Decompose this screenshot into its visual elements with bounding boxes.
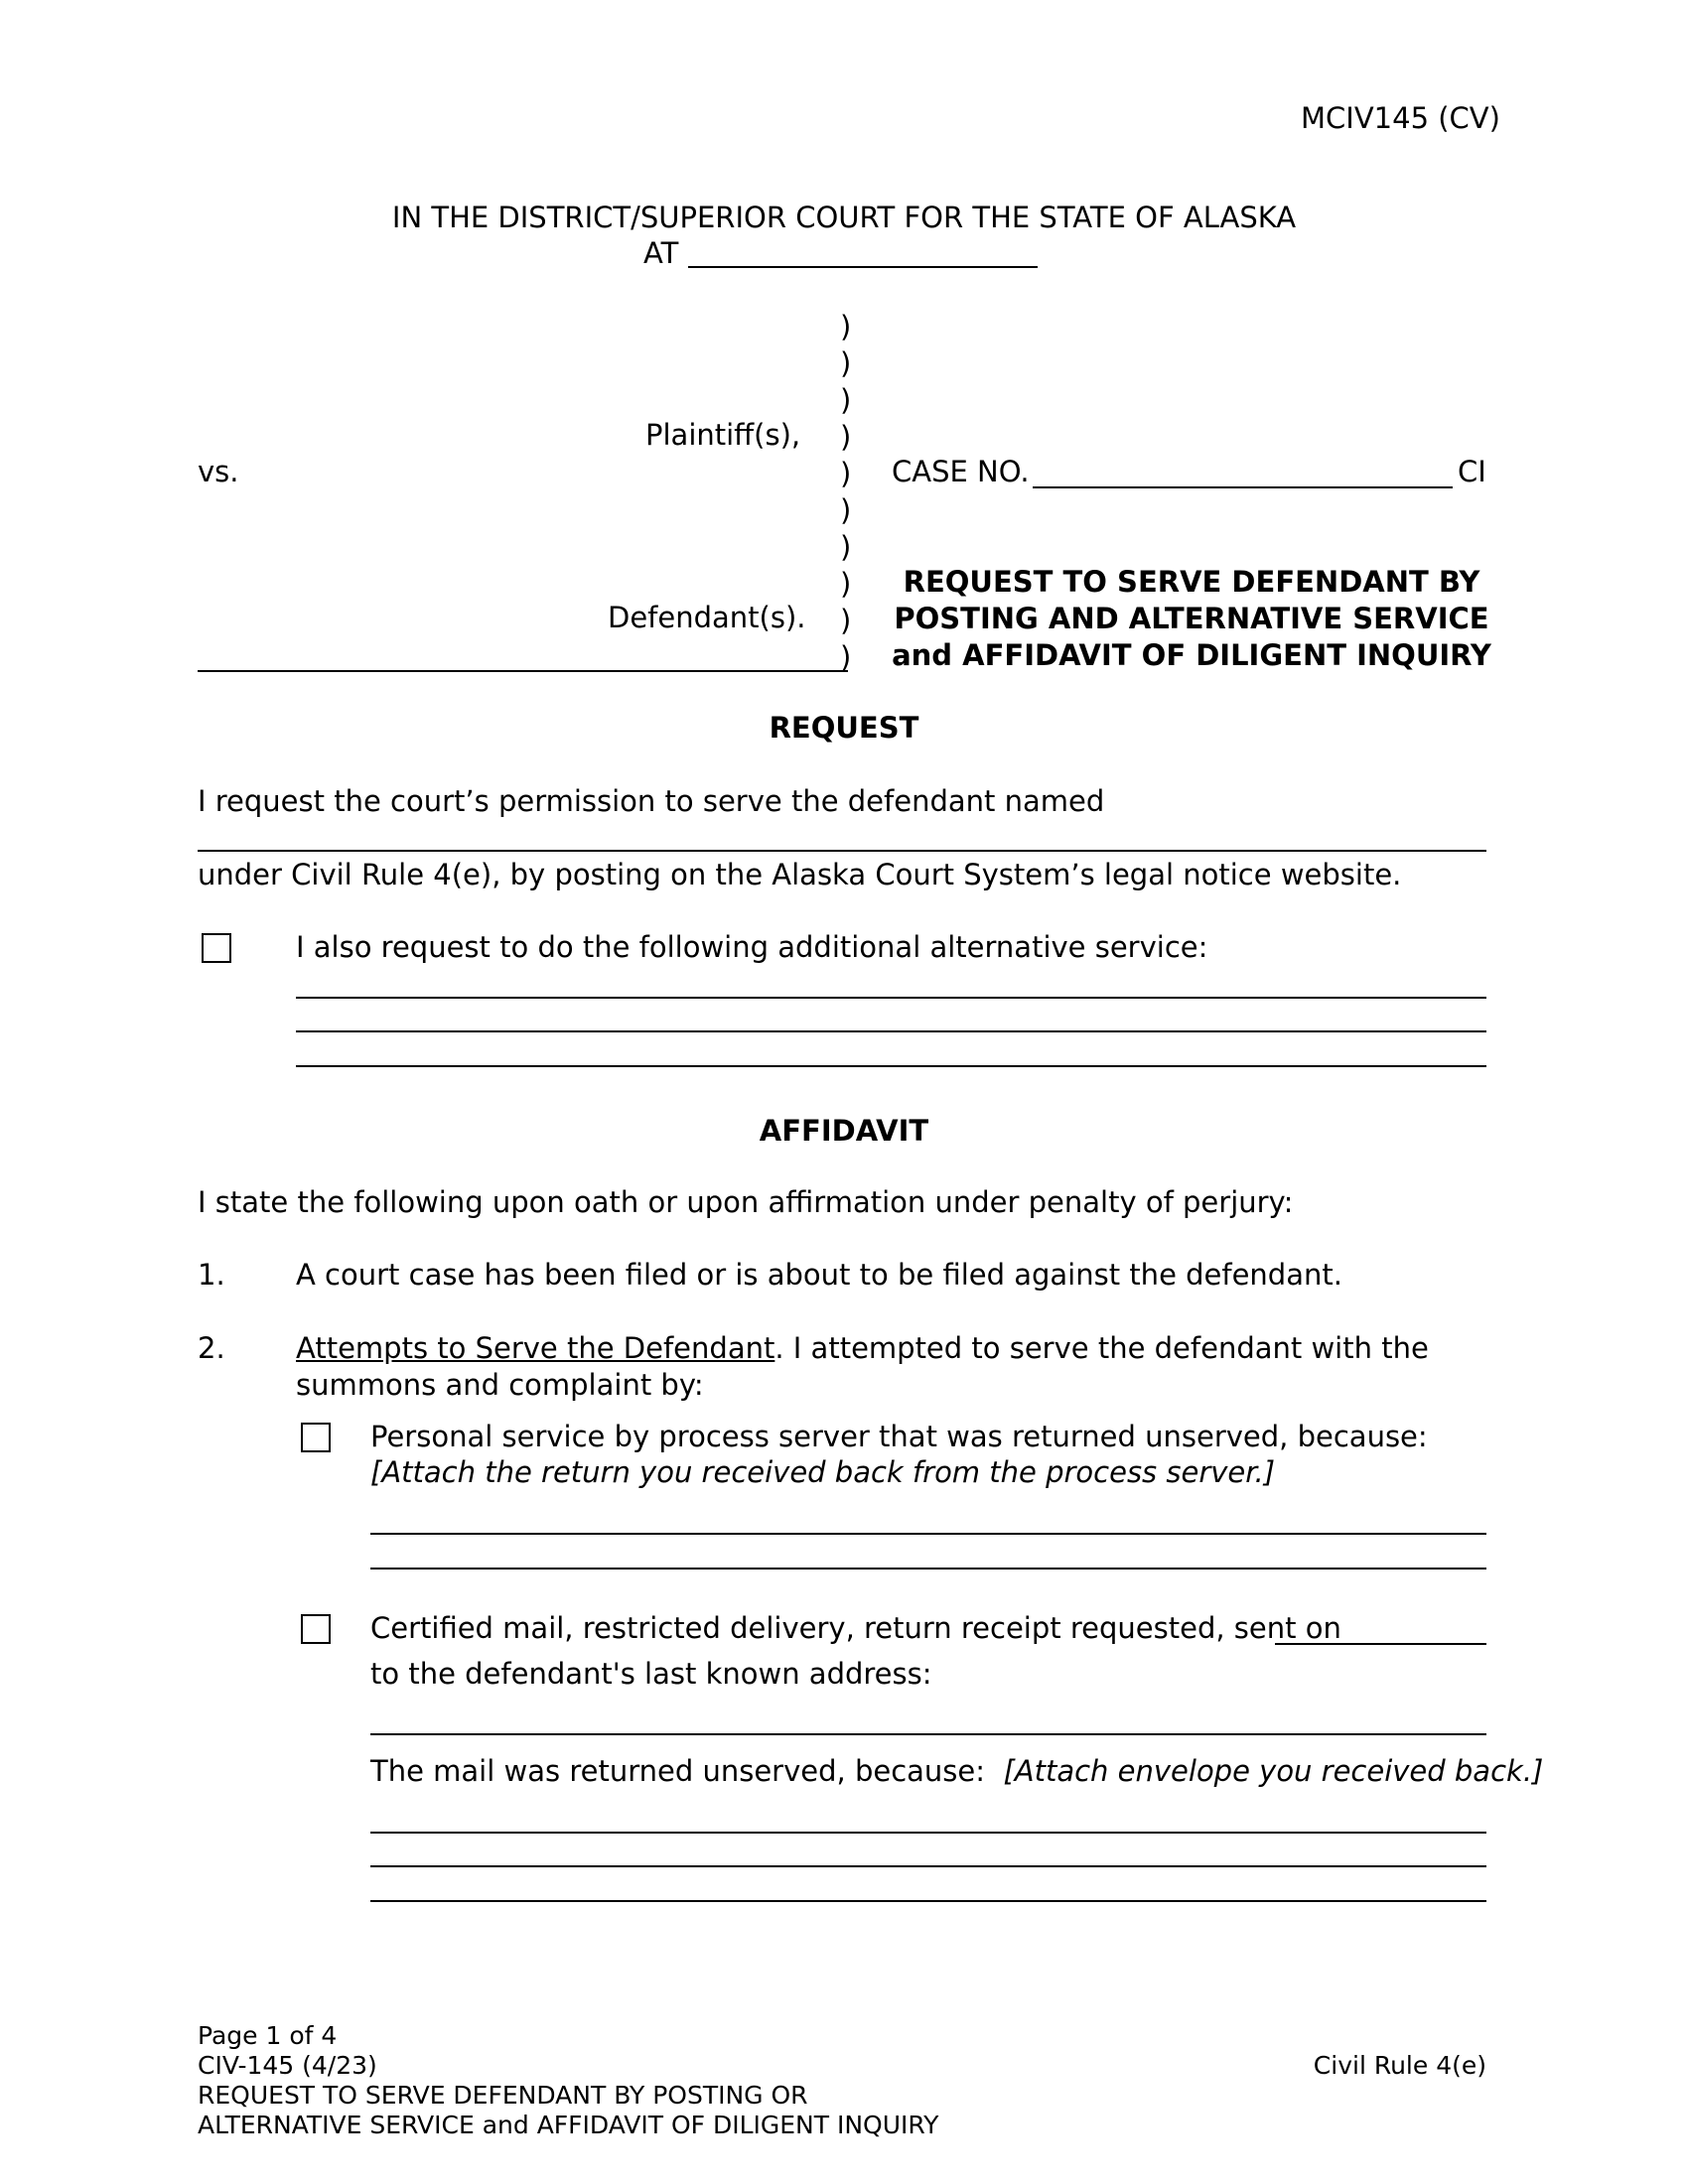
alt-service-line-2[interactable] (296, 1030, 1486, 1032)
personal-service-checkbox[interactable] (301, 1423, 331, 1452)
vs-label: vs. (198, 455, 239, 488)
affidavit-oath: I state the following upon oath or upon affirmation under penalty of perjury: (198, 1185, 1294, 1219)
mail-date-field[interactable] (1275, 1643, 1486, 1645)
footer-left (198, 2021, 938, 2140)
plaintiff-label: Plaintiff(s), (645, 418, 801, 452)
form-id: CIV-145 (4/23) (198, 2051, 377, 2080)
case-number-field[interactable] (1033, 486, 1453, 488)
request-rule-text: under Civil Rule 4(e), by posting on the Alaska Court System’s legal notice website. (198, 858, 1402, 891)
form-code: MCIV145 (CV) (1301, 101, 1500, 135)
mail-returned-line-2[interactable] (370, 1865, 1486, 1867)
personal-service-label: Personal service by process server that was returned unserved, because: (370, 1420, 1428, 1453)
document-title: REQUEST TO SERVE DEFENDANT BY POSTING AND ALTERNATIVE SERVICE and AFFIDAVIT OF DILIGENT INQUIRY (892, 565, 1491, 672)
footer-rule: Civil Rule 4(e) (1313, 2051, 1486, 2080)
item-2-heading: Attempts to Serve the Defendant (296, 1331, 775, 1365)
item-1-text: A court case has been filed or is about to be filed against the defendant. (296, 1258, 1342, 1292)
last-address-field[interactable] (370, 1733, 1486, 1735)
affidavit-heading: AFFIDAVIT (759, 1114, 929, 1148)
defendant-label: Defendant(s). (608, 601, 806, 634)
certified-mail-checkbox[interactable] (301, 1614, 331, 1644)
item-1-number: 1. (198, 1258, 225, 1292)
mail-returned-note: [Attach envelope you received back.] (1003, 1754, 1544, 1788)
case-no-label: CASE NO. (892, 455, 1030, 488)
court-location-field[interactable] (688, 266, 1038, 268)
alt-service-line-3[interactable] (296, 1065, 1486, 1067)
page-number: Page 1 of 4 (198, 2021, 338, 2050)
certified-mail-label: Certified mail, restricted delivery, return receipt requested, sent on (370, 1611, 1341, 1645)
court-location-label: AT (643, 236, 679, 270)
alt-service-line-1[interactable] (296, 997, 1486, 999)
alt-service-label: I also request to do the following additional alternative service: (296, 930, 1208, 964)
caption-divider: ) ) ) ) ) ) ) ) ) ) (840, 310, 852, 674)
case-suffix: CI (1458, 455, 1486, 488)
court-title: IN THE DISTRICT/SUPERIOR COURT FOR THE STATE OF ALASKA (391, 201, 1297, 234)
mail-returned-line-1[interactable] (370, 1832, 1486, 1834)
item-2-text: Attempts to Serve the Defendant. I attempted to serve the defendant with the (296, 1331, 1429, 1365)
item-2-text-cont: summons and complaint by: (296, 1368, 704, 1402)
request-heading: REQUEST (769, 711, 919, 745)
last-address-label: to the defendant's last known address: (370, 1657, 932, 1691)
footer-title-2: ALTERNATIVE SERVICE and AFFIDAVIT OF DILIGENT INQUIRY (198, 2111, 939, 2139)
alt-service-checkbox[interactable] (202, 933, 231, 963)
mail-returned-label: The mail was returned unserved, because: [Attach envelope you received back.] (370, 1754, 1544, 1788)
personal-service-line-1[interactable] (370, 1533, 1486, 1535)
mail-returned-line-3[interactable] (370, 1900, 1486, 1902)
footer-title-1: REQUEST TO SERVE DEFENDANT BY POSTING OR (198, 2081, 808, 2110)
personal-service-note: [Attach the return you received back from the process server.] (370, 1455, 1276, 1489)
request-intro: I request the court’s permission to serve the defendant named (198, 784, 1105, 818)
defendant-named-field[interactable] (198, 850, 1486, 852)
item-2-number: 2. (198, 1331, 225, 1365)
defendant-name-field[interactable] (198, 670, 848, 672)
personal-service-line-2[interactable] (370, 1568, 1486, 1570)
